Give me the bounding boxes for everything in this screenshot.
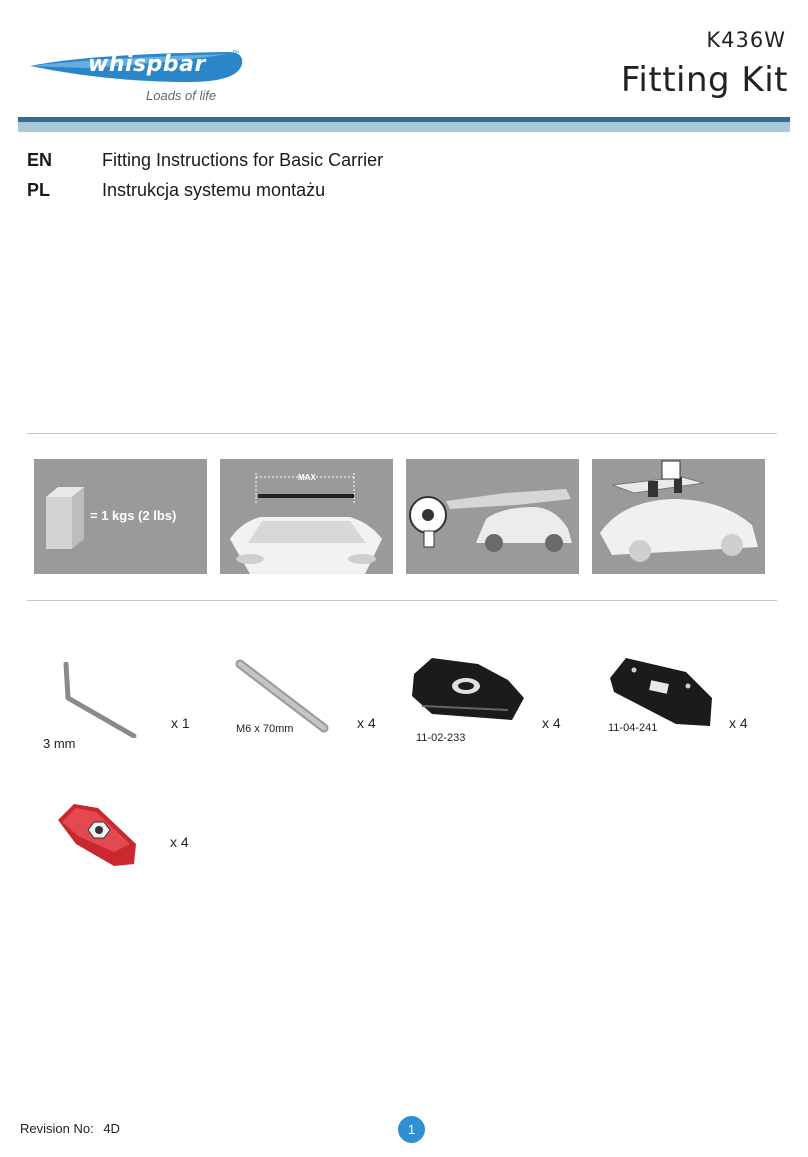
instruction-row-en: [27, 150, 383, 171]
part-label: 3 mm: [43, 736, 76, 751]
part-label: M6 x 70mm: [236, 723, 294, 735]
part-foot-base: [604, 650, 764, 750]
weight-panel: [34, 459, 207, 574]
part-quantity: x 4: [729, 715, 748, 731]
part-hex-key: [40, 656, 220, 756]
part-foot-pad: [402, 640, 570, 750]
tape-measure-car-icon: [406, 459, 579, 574]
revision-label: Revision No:: [20, 1121, 94, 1136]
part-quantity: x 4: [170, 834, 189, 850]
instruction-row-pl: [27, 180, 325, 201]
weight-box-icon: [42, 483, 88, 551]
revision-value: 4D: [103, 1121, 120, 1136]
part-bolt: [232, 656, 392, 756]
brand-logo-text: whispbar: [88, 52, 206, 77]
instruction-text: Instrukcja systemu montażu: [102, 180, 326, 200]
model-code: K436W: [706, 28, 786, 52]
divider: [27, 600, 777, 601]
car-with-load-icon: [592, 459, 765, 574]
part-quantity: x 1: [171, 715, 190, 731]
part-quantity: x 4: [357, 715, 376, 731]
roof-width-panel: [220, 459, 393, 574]
red-cap-icon: [54, 800, 140, 870]
foot-base-icon: [606, 652, 718, 728]
max-width-label: MAX: [298, 473, 316, 482]
part-label: 11-02-233: [416, 732, 466, 744]
page-title: Fitting Kit: [620, 60, 788, 100]
brand-tagline: Loads of life: [146, 88, 217, 103]
revision-info: [20, 1121, 120, 1136]
language-code: PL: [27, 180, 51, 200]
part-red-cap: [50, 796, 210, 876]
divider: [27, 433, 777, 434]
trademark-mark: ™: [232, 50, 239, 57]
hex-key-icon: [58, 662, 138, 738]
tape-measure-panel: [406, 459, 579, 574]
weight-limit-text: = 1 kgs (2 lbs): [90, 508, 177, 523]
part-quantity: x 4: [542, 715, 561, 731]
header-band-light: [18, 122, 790, 132]
part-label: 11-04-241: [608, 722, 658, 734]
foot-pad-icon: [408, 654, 526, 726]
roof-load-panel: [592, 459, 765, 574]
instruction-text: Fitting Instructions for Basic Carrier: [102, 150, 384, 170]
language-code: EN: [27, 150, 53, 170]
page-number-badge: 1: [398, 1116, 425, 1143]
